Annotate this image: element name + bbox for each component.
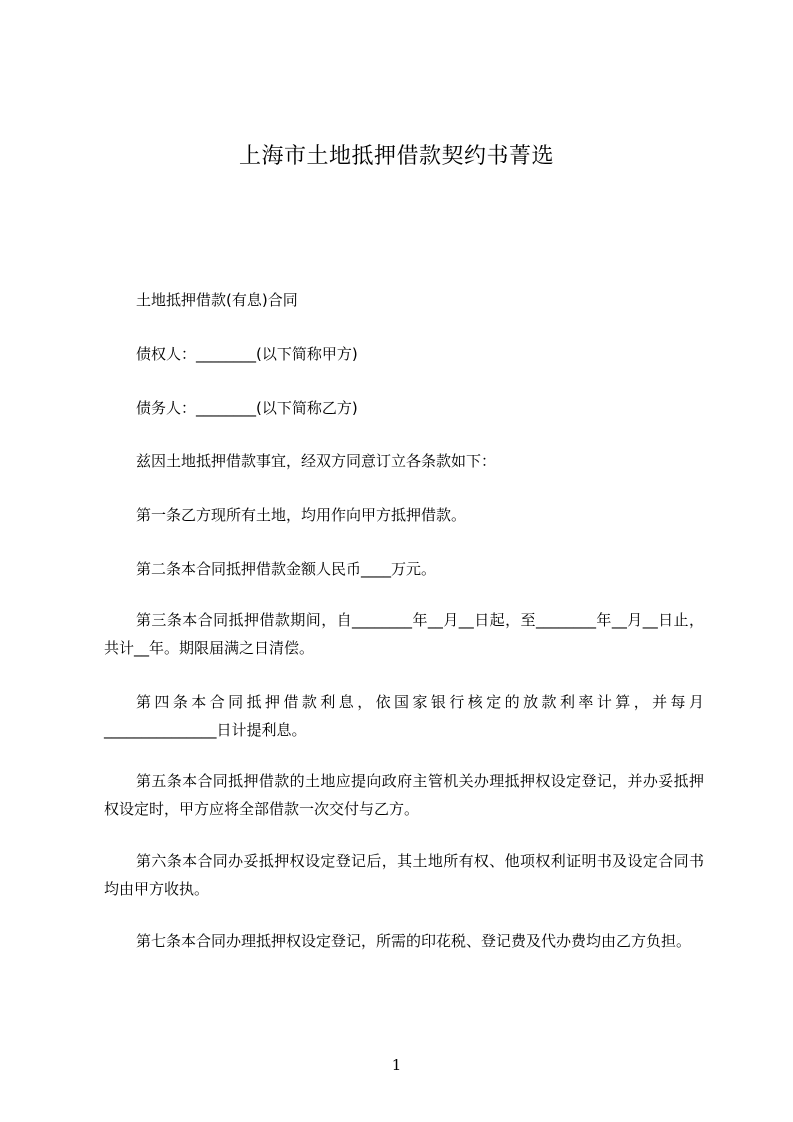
article-4: 第四条本合同抵押借款利息，依国家银行核定的放款利率计算，并每月_______________日计提利息。 bbox=[104, 693, 704, 739]
document-title: 上海市土地抵押借款契约书菁选 bbox=[238, 144, 554, 169]
article-1: 第一条乙方现所有土地，均用作向甲方抵押借款。 bbox=[136, 506, 467, 524]
contract-heading: 土地抵押借款(有息)合同 bbox=[136, 291, 298, 309]
article-3: 第三条本合同抵押借款期间，自________年__月__日起，至________年__月__日止，共计__年。期限届满之日清偿。 bbox=[104, 611, 704, 657]
creditor-line: 债权人：________(以下简称甲方) bbox=[136, 345, 358, 363]
preamble-paragraph: 兹因土地抵押借款事宜，经双方同意订立各条款如下： bbox=[136, 452, 497, 470]
article-5: 第五条本合同抵押借款的土地应提向政府主管机关办理抵押权设定登记，并办妥抵押权设定时，甲方应将全部借款一次交付与乙方。 bbox=[104, 772, 704, 818]
article-7: 第七条本合同办理抵押权设定登记，所需的印花税、登记费及代办费均由乙方负担。 bbox=[136, 932, 692, 950]
debtor-line: 债务人：________(以下简称乙方) bbox=[136, 399, 358, 417]
article-6: 第六条本合同办妥抵押权设定登记后，其土地所有权、他项权利证明书及设定合同书均由甲方收执。 bbox=[104, 852, 704, 898]
page-number: 1 bbox=[391, 1056, 402, 1074]
article-2: 第二条本合同抵押借款金额人民币____万元。 bbox=[136, 560, 437, 578]
